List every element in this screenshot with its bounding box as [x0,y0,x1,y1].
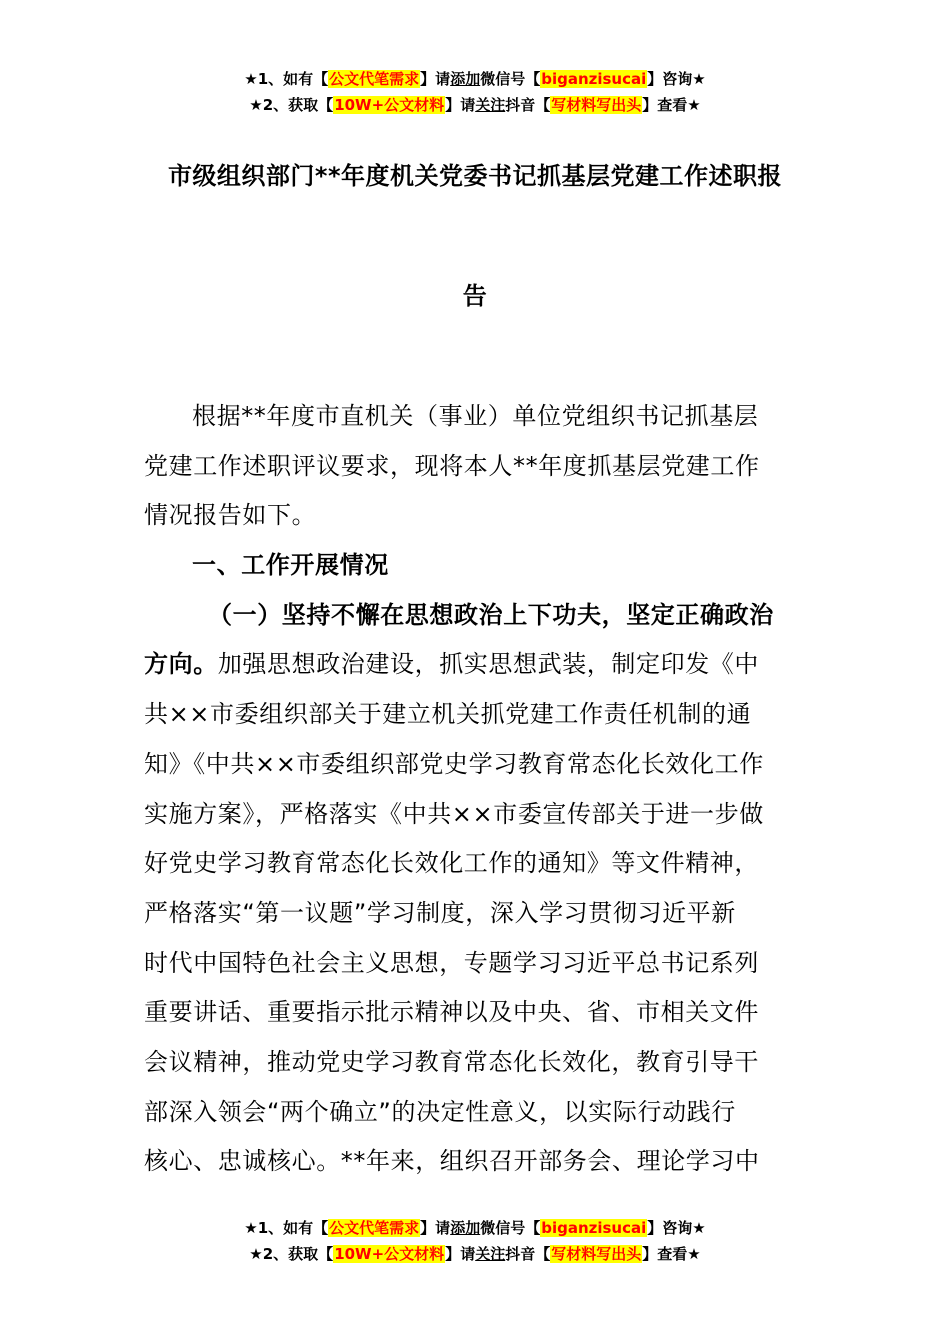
promo-line-2-middle: 】请 [445,1245,476,1263]
promo-line-1-middle: 】请 [420,1219,451,1237]
promo-line-2 [0,92,950,118]
bottom-promo-banner [0,1215,950,1267]
promo-line-2-suffix: 】查看★ [642,96,701,114]
body-line: 核心、忠诚核心。**年来，组织召开部务会、理论学习中 [144,1147,760,1176]
promo-line-2-highlight-materials: 10W+公文材料 [334,1245,445,1263]
promo-line-2-underlined: 关注 [475,96,506,114]
promo-line-1-highlight-service: 公文代笔需求 [329,1219,420,1237]
promo-line-1-suffix: 】咨询★ [647,70,706,88]
subsection-heading: （一）坚持不懈在思想政治上下功夫，坚定正确政治 [208,600,774,629]
body-line: 重要讲话、重要指示批示精神以及中央、省、市相关文件 [144,998,759,1027]
body-line: 好党史学习教育常态化长效化工作的通知》等文件精神， [144,849,759,878]
body-line: 共××市委组织部关于建立机关抓党建工作责任机制的通 [144,700,752,729]
document-title-line-2: 告 [462,282,488,310]
body-line: 根据**年度市直机关（事业）单位党组织书记抓基层 [192,402,759,430]
body-line: 部深入领会“两个确立”的决定性意义，以实际行动践行 [144,1097,736,1126]
promo-line-2 [0,1241,950,1267]
promo-line-1 [0,1215,950,1241]
promo-line-1-prefix: ★1、如有【 [244,1219,329,1237]
document-body [144,392,806,1187]
promo-line-1 [0,66,950,92]
subsection-heading-end: 方向。 [144,650,218,679]
body-line: 时代中国特色社会主义思想，专题学习习近平总书记系列 [144,948,759,977]
top-promo-banner [0,66,950,118]
promo-line-1-middle: 】请 [420,70,451,88]
promo-line-1-prefix: ★1、如有【 [244,70,329,88]
promo-line-2-highlight-materials: 10W+公文材料 [334,96,445,114]
promo-line-1-underlined: 添加 [450,1219,481,1237]
promo-line-2-middle-2: 抖音【 [505,96,551,114]
promo-line-1-underlined: 添加 [450,70,481,88]
promo-line-2-highlight-douyin: 写材料写出头 [551,1245,642,1263]
promo-line-1-highlight-wechat: biganzisucai [541,1219,647,1237]
body-line: 严格落实“第一议题”学习制度，深入学习贯彻习近平新 [144,898,736,927]
promo-line-2-underlined: 关注 [475,1245,506,1263]
body-line-text: 加强思想政治建设，抓实思想武装，制定印发《中 [217,650,760,679]
promo-line-1-suffix: 】咨询★ [647,1219,706,1237]
promo-line-1-middle-2: 微信号【 [480,1219,541,1237]
promo-line-1-highlight-service: 公文代笔需求 [329,70,420,88]
promo-line-2-highlight-douyin: 写材料写出头 [551,96,642,114]
body-line: 实施方案》，严格落实《中共××市委宣传部关于进一步做 [144,799,764,828]
promo-line-1-highlight-wechat: biganzisucai [541,70,647,88]
body-line: 知》《中共××市委组织部党史学习教育常态化长效化工作 [144,749,764,778]
section-heading: 一、工作开展情况 [192,551,389,580]
body-line: 会议精神，推动党史学习教育常态化长效化，教育引导干 [144,1047,759,1076]
promo-line-2-prefix: ★2、获取【 [249,96,334,114]
document-title-line-1: 市级组织部门**年度机关党委书记抓基层党建工作述职报 [167,162,783,190]
promo-line-2-suffix: 】查看★ [642,1245,701,1263]
promo-line-2-prefix: ★2、获取【 [249,1245,334,1263]
body-line [144,640,806,690]
body-line: 情况报告如下。 [144,501,317,530]
body-line: 党建工作述职评议要求，现将本人**年度抓基层党建工作 [144,451,760,480]
promo-line-2-middle-2: 抖音【 [505,1245,551,1263]
promo-line-1-middle-2: 微信号【 [480,70,541,88]
promo-line-2-middle: 】请 [445,96,476,114]
